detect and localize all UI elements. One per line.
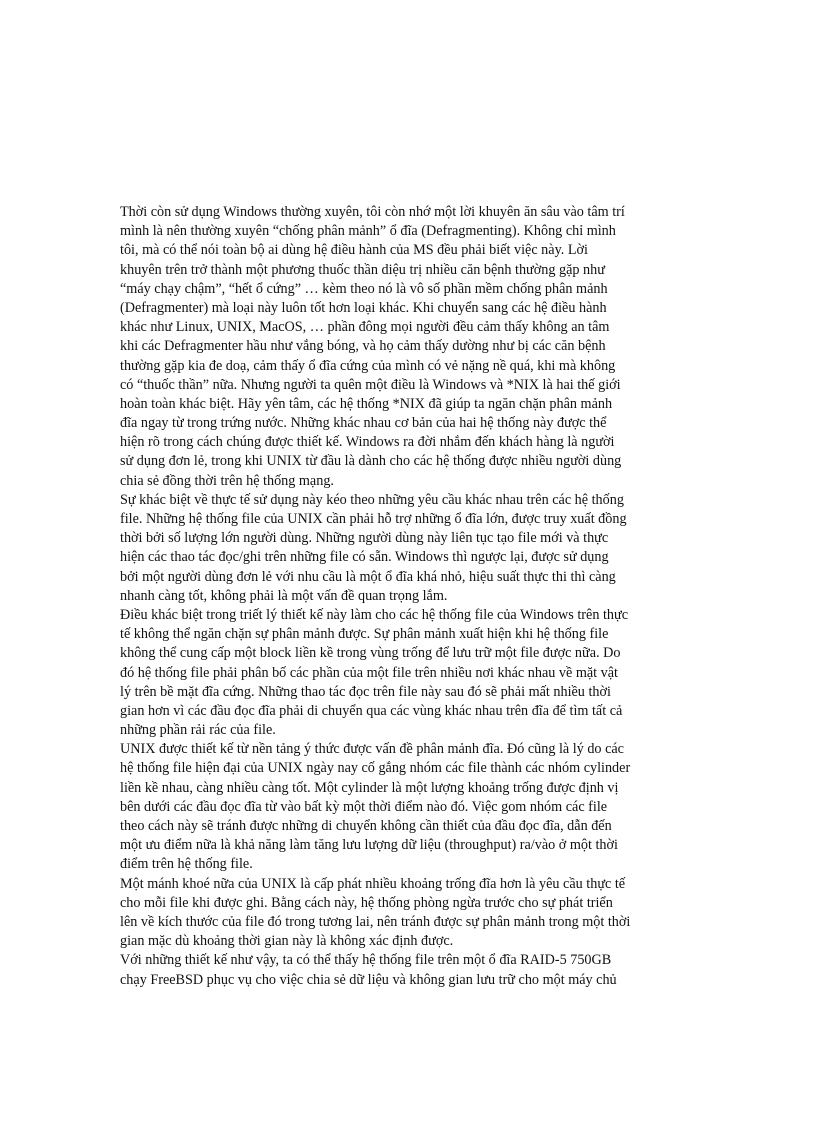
text-line: cho mỗi file khi được ghi. Bằng cách này, hệ thống phòng ngừa trước cho sự phát triển [120,894,613,911]
text-line: UNIX được thiết kế từ nền tảng ý thức được vấn đề phân mảnh đĩa. Đó cũng là lý do các [120,741,624,758]
text-line: chạy FreeBSD phục vụ cho việc chia sẻ dữ liệu và không gian lưu trữ cho một máy chủ [120,971,617,988]
text-line: hiện các thao tác đọc/ghi trên những file có sẵn. Windows thì ngược lại, được sử dụng [120,549,609,566]
text-line: có “thuốc thần” nữa. Nhưng người ta quên một điều là Windows và *NIX là hai thế giới [120,376,621,393]
document-body [120,203,695,990]
text-line: “máy chạy chậm”, “hết ổ cứng” … kèm theo nó là vô số phần mềm chống phân mảnh [120,280,608,297]
text-line: bên dưới các đầu đọc đĩa từ vào bất kỳ một thời điểm nào đó. Việc gom nhóm các file [120,798,608,815]
text-line: theo cách này sẽ tránh được những di chuyển không cần thiết của đầu đọc đĩa, dẫn đến [120,818,612,834]
text-line: file. Những hệ thống file của UNIX cần phải hỗ trợ những ổ đĩa lớn, được truy xuất đồng [120,511,627,527]
text-line: một ưu điểm nữa là khả năng làm tăng lưu lượng dữ liệu (throughput) ra/vào ở một thời [120,837,618,854]
text-line: chia sẻ đồng thời trên hệ thống mạng. [120,472,334,489]
text-line: khác như Linux, UNIX, MacOS, … phần đông mọi người đều cảm thấy không an tâm [120,319,610,336]
text-line: tôi, mà có thể nói toàn bộ ai dùng hệ điều hành của MS đều phải biết việc này. Lời [120,242,588,259]
text-line: thường gặp kia đe doạ, cảm thấy ổ đĩa cứng của mình có vẻ nặng nề quá, khi mà không [120,357,616,374]
text-line: lý trên bề mặt đĩa cứng. Những thao tác đọc trên file này sau đó sẽ phải mất nhiều thời [120,683,611,700]
text-line: Sự khác biệt về thực tế sử dụng này kéo theo những yêu cầu khác nhau trên các hệ thống [120,491,624,508]
text-line: gian hơn vì các đầu đọc đĩa phải di chuyển qua các vùng khác nhau trên đĩa để tìm tất cả [120,702,623,719]
text-line: gian mặc dù khoảng thời gian này là không xác định được. [120,933,454,950]
text-line: bởi một người dùng đơn lẻ với nhu cầu là một ổ đĩa khá nhỏ, hiệu suất thực thi thì càng [120,568,616,585]
text-line: những phần rải rác của file. [120,722,276,739]
text-line: đó hệ thống file phải phân bố các phần của một file trên nhiều nơi khác nhau về mặt vật [120,664,618,681]
text-line: thời bởi số lượng lớn người dùng. Những người dùng này liên tục tạo file mới và thực [120,530,609,547]
text-line: nhanh càng tốt, không phải là một vấn đề quan trọng lắm. [120,587,448,604]
text-line: Với những thiết kế như vậy, ta có thể thấy hệ thống file trên một ổ đĩa RAID-5 750GB [120,952,612,969]
text-line: Điều khác biệt trong triết lý thiết kế này làm cho các hệ thống file của Windows trên thực [120,606,628,623]
text-line: Một mánh khoé nữa của UNIX là cấp phát nhiều khoảng trống đĩa hơn là yêu cầu thực tế [120,875,626,892]
text-line: mình là nên thường xuyên “chống phân mảnh” ổ đĩa (Defragmenting). Không chỉ mình [120,223,616,240]
text-line: điểm trên hệ thống file. [120,856,253,873]
text-line: tế không thể ngăn chặn sự phân mảnh được. Sự phân mảnh xuất hiện khi hệ thống file [120,626,609,643]
text-line: Thời còn sử dụng Windows thường xuyên, tôi còn nhớ một lời khuyên ăn sâu vào tâm trí [120,204,625,220]
text-line: khi các Defragmenter hầu như vắng bóng, và họ cảm thấy dường như bị các căn bệnh [120,338,606,355]
text-line: (Defragmenter) mà loại này luôn tốt hơn loại khác. Khi chuyển sang các hệ điều hành [120,299,607,316]
text-line: hoàn toàn khác biệt. Hãy yên tâm, các hệ thống *NIX đã giúp ta ngăn chặn phân mảnh [120,395,613,412]
text-line: liền kề nhau, càng nhiều càng tốt. Một cylinder là một lượng khoảng trống được định vị [120,779,619,796]
text-line: không thể cung cấp một block liền kề trong vùng trống để lưu trữ một file được nữa. Do [120,645,621,662]
text-line: khuyên trên trở thành một phương thuốc thần diệu trị nhiều căn bệnh thường gặp như [120,261,605,278]
text-line: sử dụng đơn lẻ, trong khi UNIX từ đầu là dành cho các hệ thống được nhiều người dùng [120,453,622,470]
text-line: hệ thống file hiện đại của UNIX ngày nay cố gắng nhóm các file thành các nhóm cylinder [120,760,631,777]
text-line: lên về kích thước của file đó trong tương lai, nên tránh được sự phân mảnh trong một thời [120,913,631,930]
text-line: hiện rõ trong cách chúng được thiết kế. Windows ra đời nhắm đến khách hàng là người [120,434,615,451]
text-line: đĩa ngay từ trong trứng nước. Những khác nhau cơ bản của hai hệ thống này được thể [120,415,607,432]
